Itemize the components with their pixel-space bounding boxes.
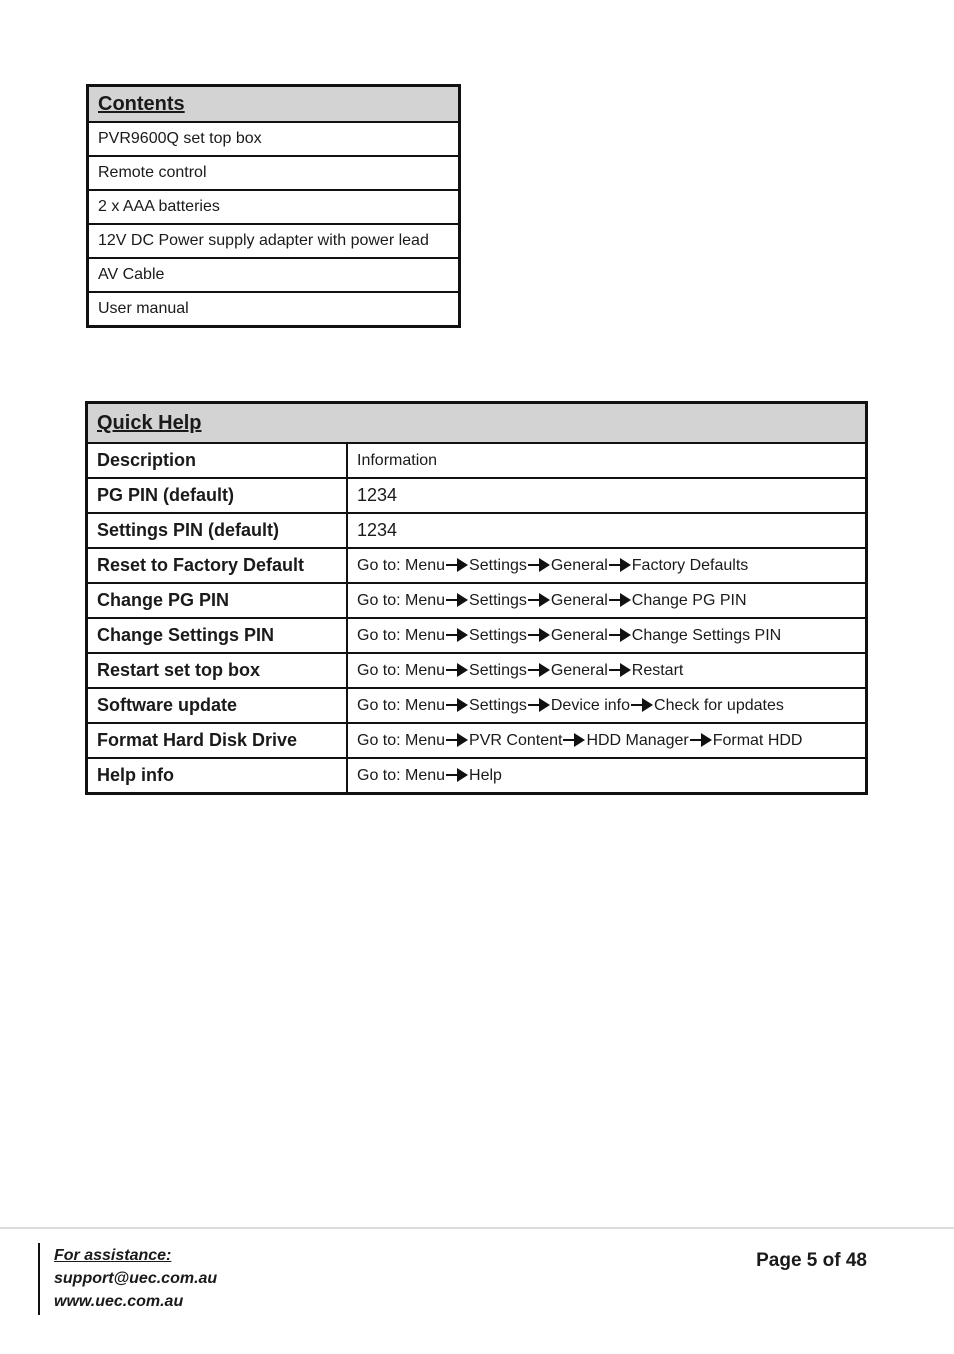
path-segment: General bbox=[550, 626, 608, 644]
quick-help-value bbox=[347, 478, 867, 513]
quick-help-row bbox=[87, 548, 867, 583]
contents-item: 2 x AAA batteries bbox=[88, 190, 460, 224]
contents-table bbox=[86, 84, 461, 328]
page-number: Page 5 of 48 bbox=[756, 1250, 867, 1271]
arrow-right-icon bbox=[446, 558, 468, 572]
footer-contact bbox=[54, 1244, 217, 1313]
quick-help-row bbox=[87, 513, 867, 548]
arrow-right-icon bbox=[609, 558, 631, 572]
path-segment: General bbox=[550, 556, 608, 574]
path-segment: PVR Content bbox=[469, 731, 563, 749]
arrow-right-icon bbox=[609, 593, 631, 607]
path-segment: Restart bbox=[631, 661, 684, 679]
quick-help-label: Change Settings PIN bbox=[87, 618, 348, 653]
contents-item: Remote control bbox=[88, 156, 460, 190]
quick-help-row bbox=[87, 478, 867, 513]
quick-help-label: Reset to Factory Default bbox=[87, 548, 348, 583]
path-segment: Change PG PIN bbox=[631, 591, 747, 609]
quick-help-label: PG PIN (default) bbox=[87, 478, 348, 513]
arrow-right-icon bbox=[609, 628, 631, 642]
path-segment: Go to: Menu bbox=[357, 766, 446, 784]
path-segment: Go to: Menu bbox=[357, 556, 446, 574]
arrow-right-icon bbox=[446, 733, 468, 747]
quick-help-label: Help info bbox=[87, 758, 348, 794]
quick-help-table bbox=[85, 401, 868, 795]
quick-help-label: Description bbox=[87, 443, 348, 478]
arrow-right-icon bbox=[528, 593, 550, 607]
path-segment: Help bbox=[469, 766, 502, 784]
contents-item: User manual bbox=[88, 292, 460, 327]
quick-help-label: Software update bbox=[87, 688, 348, 723]
quick-help-label: Restart set top box bbox=[87, 653, 348, 688]
arrow-right-icon bbox=[690, 733, 712, 747]
quick-help-body bbox=[87, 443, 867, 794]
quick-help-value bbox=[347, 548, 867, 583]
arrow-right-icon bbox=[446, 698, 468, 712]
arrow-right-icon bbox=[528, 698, 550, 712]
arrow-right-icon bbox=[528, 558, 550, 572]
arrow-right-icon bbox=[446, 768, 468, 782]
arrow-right-icon bbox=[446, 628, 468, 642]
quick-help-value bbox=[347, 583, 867, 618]
path-segment: 1234 bbox=[357, 520, 398, 540]
arrow-right-icon bbox=[528, 663, 550, 677]
quick-help-value bbox=[347, 723, 867, 758]
path-segment: Information bbox=[357, 451, 438, 469]
quick-help-row bbox=[87, 758, 867, 794]
path-segment: Check for updates bbox=[654, 696, 784, 714]
path-segment: Go to: Menu bbox=[357, 591, 446, 609]
footer-accent-bar bbox=[38, 1243, 40, 1315]
path-segment: Format HDD bbox=[712, 731, 803, 749]
arrow-right-icon bbox=[446, 593, 468, 607]
arrow-right-icon bbox=[446, 663, 468, 677]
path-segment: Go to: Menu bbox=[357, 696, 446, 714]
quick-help-row bbox=[87, 688, 867, 723]
footer-divider bbox=[0, 1227, 954, 1229]
arrow-right-icon bbox=[563, 733, 585, 747]
path-segment: Settings bbox=[469, 696, 527, 714]
contents-item: AV Cable bbox=[88, 258, 460, 292]
contents-title: Contents bbox=[88, 86, 460, 123]
quick-help-value bbox=[347, 618, 867, 653]
arrow-right-icon bbox=[609, 663, 631, 677]
quick-help-row bbox=[87, 723, 867, 758]
path-segment: Settings bbox=[469, 556, 527, 574]
path-segment: Settings bbox=[469, 661, 527, 679]
quick-help-label: Format Hard Disk Drive bbox=[87, 723, 348, 758]
quick-help-value bbox=[347, 443, 867, 478]
contents-item: PVR9600Q set top box bbox=[88, 122, 460, 156]
path-segment: Factory Defaults bbox=[631, 556, 749, 574]
path-segment: Go to: Menu bbox=[357, 626, 446, 644]
path-segment: Settings bbox=[469, 626, 527, 644]
path-segment: Go to: Menu bbox=[357, 661, 446, 679]
path-segment: 1234 bbox=[357, 485, 398, 505]
quick-help-label: Change PG PIN bbox=[87, 583, 348, 618]
support-email: support@uec.com.au bbox=[54, 1270, 218, 1287]
path-segment: Device info bbox=[550, 696, 631, 714]
quick-help-row bbox=[87, 443, 867, 478]
assistance-label: For assistance: bbox=[54, 1247, 172, 1264]
quick-help-value bbox=[347, 758, 867, 794]
path-segment: Change Settings PIN bbox=[631, 626, 782, 644]
quick-help-row bbox=[87, 583, 867, 618]
arrow-right-icon bbox=[528, 628, 550, 642]
path-segment: Settings bbox=[469, 591, 527, 609]
quick-help-value bbox=[347, 513, 867, 548]
contents-item: 12V DC Power supply adapter with power lead bbox=[88, 224, 460, 258]
quick-help-title: Quick Help bbox=[87, 403, 867, 444]
path-segment: General bbox=[550, 661, 608, 679]
path-segment: Go to: Menu bbox=[357, 731, 446, 749]
path-segment: HDD Manager bbox=[586, 731, 689, 749]
quick-help-row bbox=[87, 653, 867, 688]
quick-help-value bbox=[347, 688, 867, 723]
quick-help-label: Settings PIN (default) bbox=[87, 513, 348, 548]
arrow-right-icon bbox=[631, 698, 653, 712]
quick-help-row bbox=[87, 618, 867, 653]
quick-help-value bbox=[347, 653, 867, 688]
path-segment: General bbox=[550, 591, 608, 609]
website-url: www.uec.com.au bbox=[54, 1293, 184, 1310]
